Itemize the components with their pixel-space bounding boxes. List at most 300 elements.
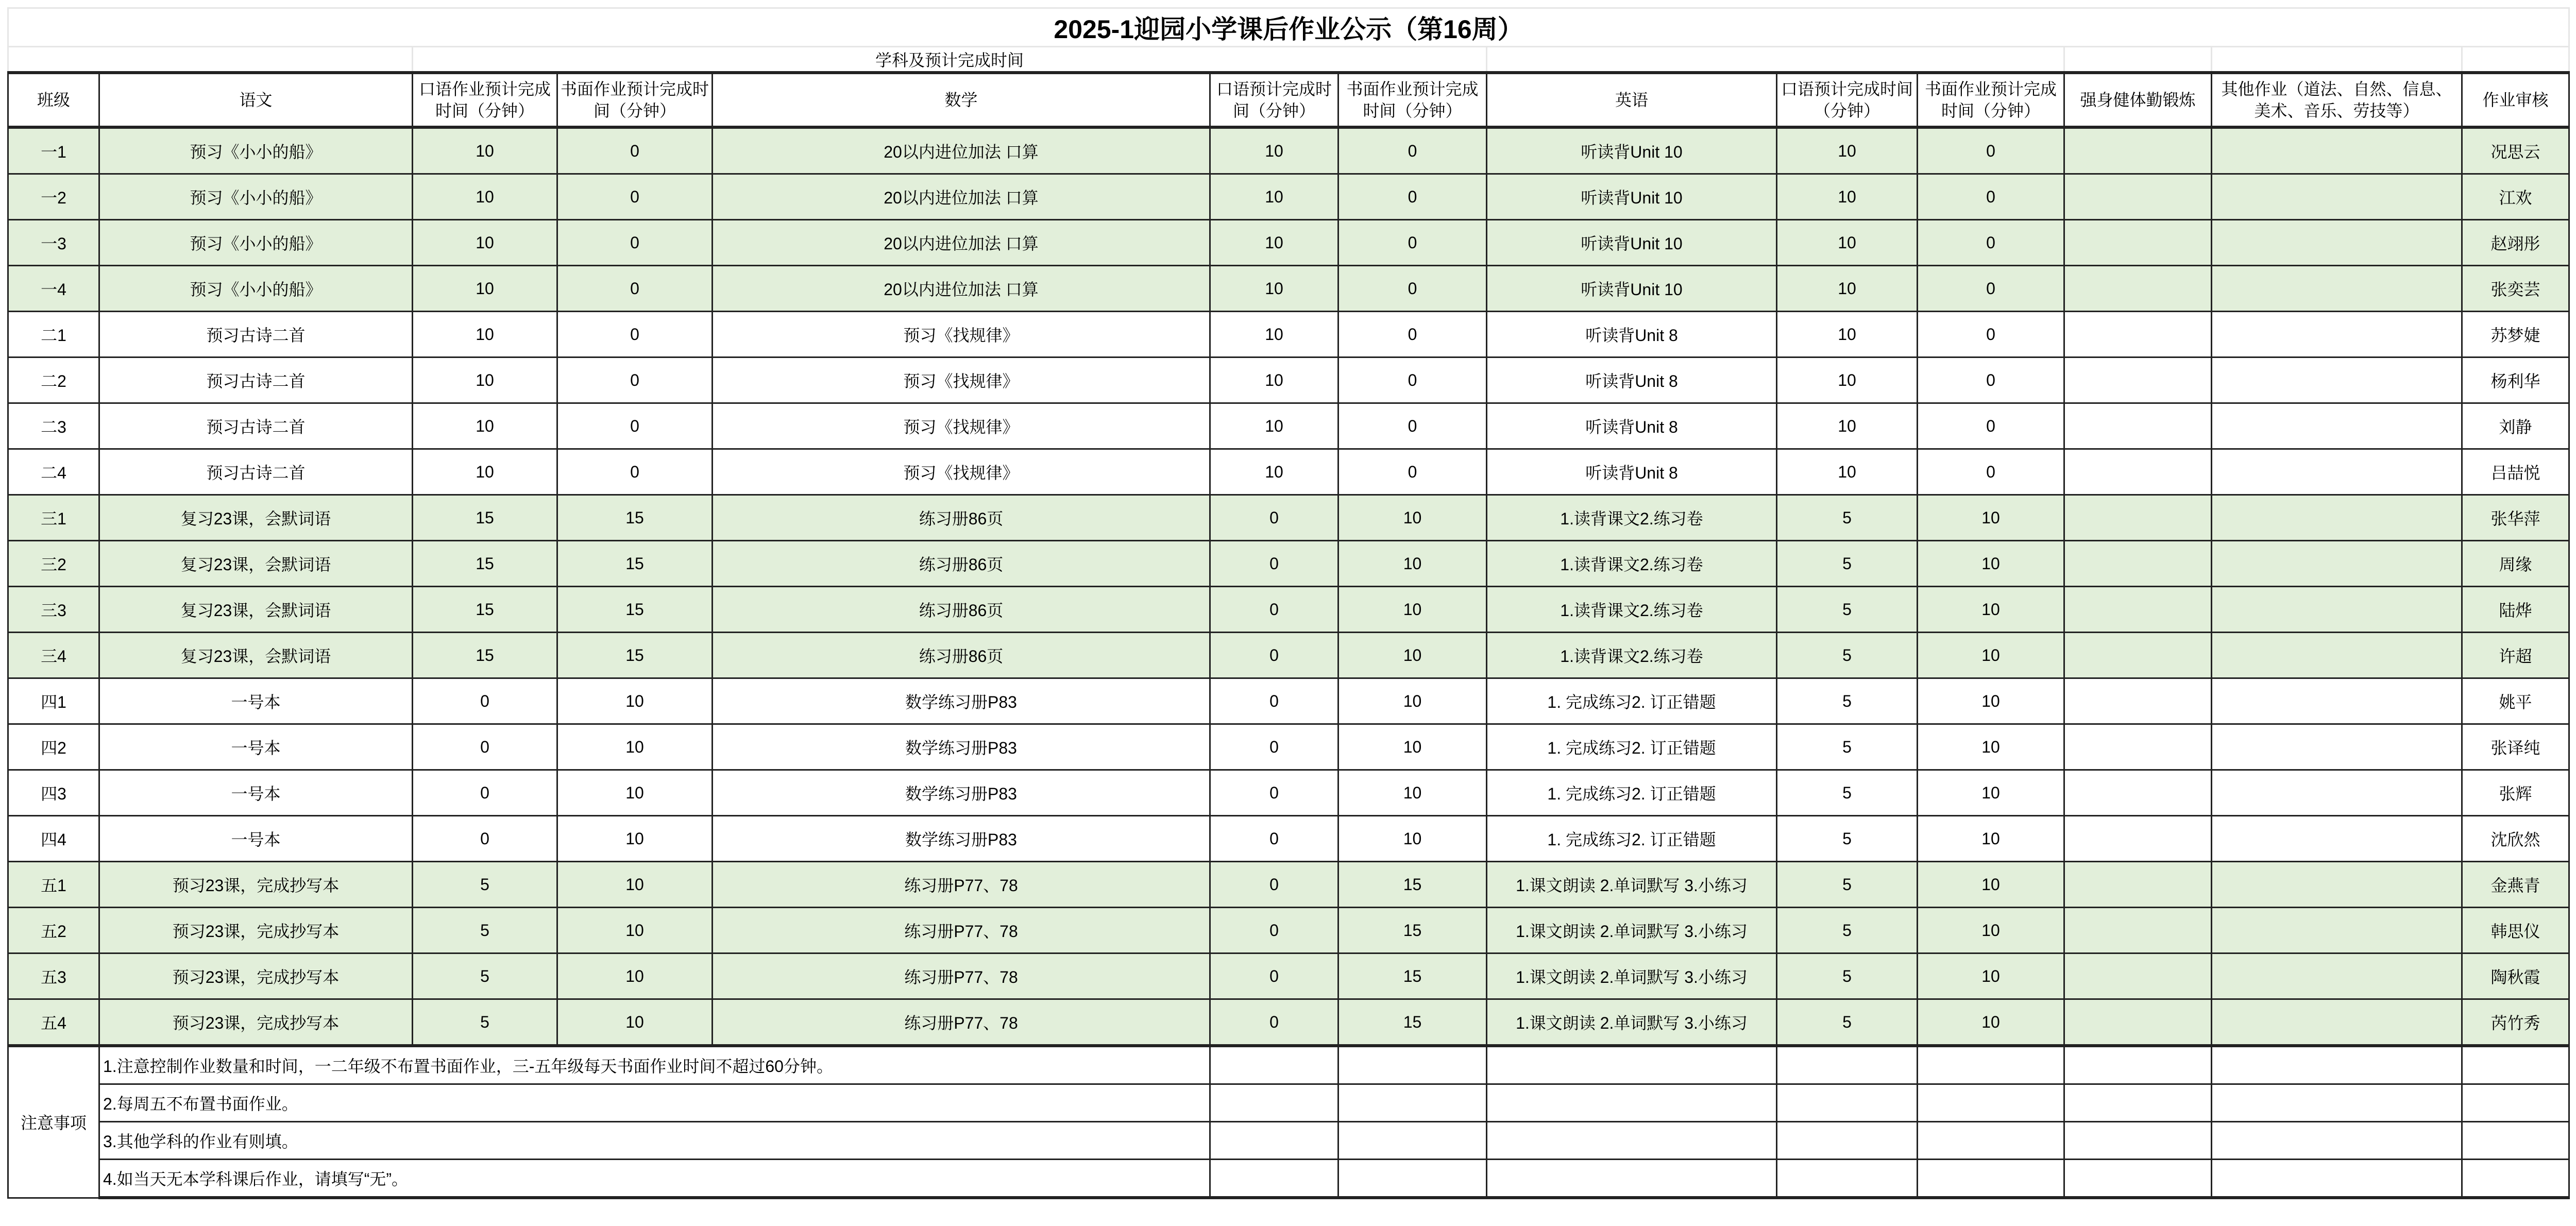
math-oral-time-cell[interactable]: 10 <box>1210 312 1338 357</box>
chinese-homework-cell[interactable]: 复习23课，会默词语 <box>99 495 413 541</box>
exercise-cell[interactable] <box>2064 449 2212 495</box>
math-written-time-cell[interactable]: 0 <box>1338 449 1487 495</box>
note-empty-cell[interactable] <box>2064 1084 2212 1122</box>
chinese-written-time-cell[interactable]: 0 <box>557 127 713 174</box>
note-empty-cell[interactable] <box>2212 1046 2462 1084</box>
exercise-cell[interactable] <box>2064 770 2212 816</box>
math-oral-time-cell[interactable]: 0 <box>1210 724 1338 770</box>
reviewer-cell[interactable]: 周缘 <box>2462 541 2569 587</box>
reviewer-cell[interactable]: 许超 <box>2462 633 2569 678</box>
class-cell[interactable]: 四3 <box>8 770 99 816</box>
note-empty-cell[interactable] <box>1210 1046 1338 1084</box>
chinese-homework-cell[interactable]: 一号本 <box>99 678 413 724</box>
exercise-cell[interactable] <box>2064 403 2212 449</box>
math-homework-cell[interactable]: 练习册P77、78 <box>713 908 1210 953</box>
english-oral-time-cell[interactable]: 5 <box>1777 908 1918 953</box>
english-written-time-cell[interactable]: 10 <box>1918 862 2064 908</box>
other-homework-cell[interactable] <box>2212 862 2462 908</box>
note-empty-cell[interactable] <box>2212 1122 2462 1160</box>
note-empty-cell[interactable] <box>1777 1122 1918 1160</box>
note-empty-cell[interactable] <box>1210 1160 1338 1198</box>
note-empty-cell[interactable] <box>2462 1122 2569 1160</box>
english-written-time-cell[interactable]: 10 <box>1918 953 2064 999</box>
note-empty-cell[interactable] <box>1338 1046 1487 1084</box>
column-header: 口语作业预计完成时间（分钟） <box>413 73 557 127</box>
english-oral-time-cell[interactable]: 5 <box>1777 999 1918 1046</box>
english-oral-time-cell[interactable]: 5 <box>1777 541 1918 587</box>
other-homework-cell[interactable] <box>2212 495 2462 541</box>
math-oral-time-cell[interactable]: 0 <box>1210 587 1338 633</box>
other-homework-cell[interactable] <box>2212 633 2462 678</box>
math-homework-cell[interactable]: 练习册P77、78 <box>713 953 1210 999</box>
reviewer-cell[interactable]: 杨利华 <box>2462 357 2569 403</box>
other-homework-cell[interactable] <box>2212 357 2462 403</box>
note-empty-cell[interactable] <box>2064 1046 2212 1084</box>
math-oral-time-cell[interactable]: 0 <box>1210 862 1338 908</box>
math-oral-time-cell[interactable]: 0 <box>1210 633 1338 678</box>
math-homework-cell[interactable]: 预习《找规律》 <box>713 312 1210 357</box>
english-oral-time-cell[interactable]: 10 <box>1777 220 1918 266</box>
class-cell[interactable]: 二2 <box>8 357 99 403</box>
chinese-homework-cell[interactable]: 一号本 <box>99 770 413 816</box>
english-written-time-cell[interactable]: 10 <box>1918 633 2064 678</box>
english-written-time-cell[interactable]: 0 <box>1918 174 2064 220</box>
math-written-time-cell[interactable]: 15 <box>1338 999 1487 1046</box>
chinese-homework-cell[interactable]: 预习古诗二首 <box>99 403 413 449</box>
exercise-cell[interactable] <box>2064 816 2212 862</box>
chinese-homework-cell[interactable]: 复习23课，会默词语 <box>99 541 413 587</box>
english-written-time-cell[interactable]: 0 <box>1918 266 2064 312</box>
column-header: 作业审核 <box>2462 73 2569 127</box>
reviewer-cell[interactable]: 陆烨 <box>2462 587 2569 633</box>
math-homework-cell[interactable]: 预习《找规律》 <box>713 403 1210 449</box>
english-written-time-cell[interactable]: 0 <box>1918 357 2064 403</box>
english-homework-cell[interactable]: 听读背Unit 10 <box>1487 174 1777 220</box>
math-oral-time-cell[interactable]: 0 <box>1210 495 1338 541</box>
exercise-cell[interactable] <box>2064 174 2212 220</box>
english-oral-time-cell[interactable]: 5 <box>1777 816 1918 862</box>
note-empty-cell[interactable] <box>2462 1160 2569 1198</box>
math-written-time-cell[interactable]: 10 <box>1338 678 1487 724</box>
math-oral-time-cell[interactable]: 10 <box>1210 174 1338 220</box>
math-homework-cell[interactable]: 练习册86页 <box>713 587 1210 633</box>
math-homework-cell[interactable]: 20以内进位加法 口算 <box>713 266 1210 312</box>
math-homework-cell[interactable]: 20以内进位加法 口算 <box>713 127 1210 174</box>
other-homework-cell[interactable] <box>2212 816 2462 862</box>
exercise-cell[interactable] <box>2064 953 2212 999</box>
english-written-time-cell[interactable]: 10 <box>1918 999 2064 1046</box>
reviewer-cell[interactable]: 姚平 <box>2462 678 2569 724</box>
chinese-homework-cell[interactable]: 预习《小小的船》 <box>99 220 413 266</box>
math-oral-time-cell[interactable]: 0 <box>1210 541 1338 587</box>
note-text: 1.注意控制作业数量和时间，一二年级不布置书面作业，三-五年级每天书面作业时间不超过60分钟。 <box>99 1046 1210 1084</box>
class-cell[interactable]: 三3 <box>8 587 99 633</box>
chinese-written-time-cell[interactable]: 10 <box>557 953 713 999</box>
other-homework-cell[interactable] <box>2212 770 2462 816</box>
note-empty-cell[interactable] <box>1777 1084 1918 1122</box>
chinese-oral-time-cell[interactable]: 5 <box>413 953 557 999</box>
math-written-time-cell[interactable]: 0 <box>1338 312 1487 357</box>
class-cell[interactable]: 一3 <box>8 220 99 266</box>
chinese-written-time-cell[interactable]: 10 <box>557 816 713 862</box>
class-cell[interactable]: 一2 <box>8 174 99 220</box>
chinese-oral-time-cell[interactable]: 10 <box>413 174 557 220</box>
english-oral-time-cell[interactable]: 10 <box>1777 357 1918 403</box>
chinese-homework-cell[interactable]: 预习23课，完成抄写本 <box>99 908 413 953</box>
chinese-written-time-cell[interactable]: 10 <box>557 862 713 908</box>
chinese-oral-time-cell[interactable]: 10 <box>413 403 557 449</box>
other-homework-cell[interactable] <box>2212 908 2462 953</box>
chinese-oral-time-cell[interactable]: 10 <box>413 220 557 266</box>
chinese-oral-time-cell[interactable]: 15 <box>413 495 557 541</box>
english-homework-cell[interactable]: 听读背Unit 8 <box>1487 357 1777 403</box>
english-oral-time-cell[interactable]: 10 <box>1777 403 1918 449</box>
chinese-oral-time-cell[interactable]: 5 <box>413 999 557 1046</box>
english-homework-cell[interactable]: 1.课文朗读 2.单词默写 3.小练习 <box>1487 862 1777 908</box>
class-cell[interactable]: 三1 <box>8 495 99 541</box>
class-cell[interactable]: 三2 <box>8 541 99 587</box>
note-empty-cell[interactable] <box>1777 1160 1918 1198</box>
english-oral-time-cell[interactable]: 10 <box>1777 127 1918 174</box>
class-cell[interactable]: 五2 <box>8 908 99 953</box>
math-written-time-cell[interactable]: 0 <box>1338 220 1487 266</box>
english-written-time-cell[interactable]: 10 <box>1918 495 2064 541</box>
note-empty-cell[interactable] <box>1210 1122 1338 1160</box>
chinese-oral-time-cell[interactable]: 10 <box>413 312 557 357</box>
english-homework-cell[interactable]: 1.课文朗读 2.单词默写 3.小练习 <box>1487 908 1777 953</box>
chinese-oral-time-cell[interactable]: 0 <box>413 678 557 724</box>
chinese-homework-cell[interactable]: 预习《小小的船》 <box>99 127 413 174</box>
chinese-written-time-cell[interactable]: 0 <box>557 174 713 220</box>
chinese-written-time-cell[interactable]: 10 <box>557 678 713 724</box>
english-homework-cell[interactable]: 1. 完成练习2. 订正错题 <box>1487 770 1777 816</box>
table-row <box>8 403 2569 449</box>
chinese-oral-time-cell[interactable]: 10 <box>413 449 557 495</box>
english-written-time-cell[interactable]: 10 <box>1918 678 2064 724</box>
math-homework-cell[interactable]: 20以内进位加法 口算 <box>713 220 1210 266</box>
english-oral-time-cell[interactable]: 10 <box>1777 449 1918 495</box>
note-empty-cell[interactable] <box>2462 1084 2569 1122</box>
math-written-time-cell[interactable]: 0 <box>1338 266 1487 312</box>
english-written-time-cell[interactable]: 10 <box>1918 587 2064 633</box>
class-cell[interactable]: 四2 <box>8 724 99 770</box>
note-empty-cell[interactable] <box>1918 1046 2064 1084</box>
math-written-time-cell[interactable]: 15 <box>1338 908 1487 953</box>
math-oral-time-cell[interactable]: 0 <box>1210 678 1338 724</box>
english-oral-time-cell[interactable]: 10 <box>1777 266 1918 312</box>
note-empty-cell[interactable] <box>1918 1084 2064 1122</box>
english-homework-cell[interactable]: 1. 完成练习2. 订正错题 <box>1487 678 1777 724</box>
other-homework-cell[interactable] <box>2212 541 2462 587</box>
chinese-written-time-cell[interactable]: 10 <box>557 908 713 953</box>
chinese-oral-time-cell[interactable]: 10 <box>413 357 557 403</box>
class-cell[interactable]: 一4 <box>8 266 99 312</box>
english-written-time-cell[interactable]: 10 <box>1918 908 2064 953</box>
chinese-homework-cell[interactable]: 预习古诗二首 <box>99 449 413 495</box>
english-homework-cell[interactable]: 听读背Unit 10 <box>1487 220 1777 266</box>
english-oral-time-cell[interactable]: 5 <box>1777 724 1918 770</box>
chinese-homework-cell[interactable]: 预习《小小的船》 <box>99 174 413 220</box>
class-cell[interactable]: 三4 <box>8 633 99 678</box>
math-written-time-cell[interactable]: 10 <box>1338 495 1487 541</box>
math-written-time-cell[interactable]: 10 <box>1338 587 1487 633</box>
reviewer-cell[interactable]: 刘静 <box>2462 403 2569 449</box>
english-oral-time-cell[interactable]: 5 <box>1777 953 1918 999</box>
note-empty-cell[interactable] <box>2064 1122 2212 1160</box>
note-empty-cell[interactable] <box>2064 1160 2212 1198</box>
reviewer-cell[interactable]: 金燕青 <box>2462 862 2569 908</box>
exercise-cell[interactable] <box>2064 127 2212 174</box>
exercise-cell[interactable] <box>2064 862 2212 908</box>
math-written-time-cell[interactable]: 10 <box>1338 770 1487 816</box>
math-written-time-cell[interactable]: 0 <box>1338 127 1487 174</box>
chinese-homework-cell[interactable]: 预习23课，完成抄写本 <box>99 999 413 1046</box>
note-empty-cell[interactable] <box>1487 1084 1777 1122</box>
english-oral-time-cell[interactable]: 5 <box>1777 633 1918 678</box>
english-homework-cell[interactable]: 1.读背课文2.练习卷 <box>1487 633 1777 678</box>
note-empty-cell[interactable] <box>1210 1084 1338 1122</box>
table-row <box>8 633 2569 678</box>
math-homework-cell[interactable]: 练习册86页 <box>713 541 1210 587</box>
chinese-oral-time-cell[interactable]: 5 <box>413 908 557 953</box>
exercise-cell[interactable] <box>2064 587 2212 633</box>
english-oral-time-cell[interactable]: 5 <box>1777 862 1918 908</box>
exercise-cell[interactable] <box>2064 633 2212 678</box>
chinese-written-time-cell[interactable]: 15 <box>557 587 713 633</box>
class-cell[interactable]: 四1 <box>8 678 99 724</box>
reviewer-cell[interactable]: 张译纯 <box>2462 724 2569 770</box>
math-written-time-cell[interactable]: 15 <box>1338 953 1487 999</box>
chinese-homework-cell[interactable]: 一号本 <box>99 724 413 770</box>
english-oral-time-cell[interactable]: 10 <box>1777 312 1918 357</box>
english-oral-time-cell[interactable]: 5 <box>1777 678 1918 724</box>
other-homework-cell[interactable] <box>2212 953 2462 999</box>
reviewer-cell[interactable]: 张华萍 <box>2462 495 2569 541</box>
english-homework-cell[interactable]: 1.读背课文2.练习卷 <box>1487 541 1777 587</box>
chinese-oral-time-cell[interactable]: 5 <box>413 862 557 908</box>
chinese-written-time-cell[interactable]: 10 <box>557 999 713 1046</box>
chinese-homework-cell[interactable]: 一号本 <box>99 816 413 862</box>
english-homework-cell[interactable]: 1.课文朗读 2.单词默写 3.小练习 <box>1487 999 1777 1046</box>
math-oral-time-cell[interactable]: 10 <box>1210 357 1338 403</box>
other-homework-cell[interactable] <box>2212 999 2462 1046</box>
class-cell[interactable]: 二3 <box>8 403 99 449</box>
chinese-written-time-cell[interactable]: 10 <box>557 724 713 770</box>
note-row <box>8 1046 2569 1084</box>
chinese-homework-cell[interactable]: 预习《小小的船》 <box>99 266 413 312</box>
chinese-homework-cell[interactable]: 预习23课，完成抄写本 <box>99 862 413 908</box>
math-homework-cell[interactable]: 数学练习册P83 <box>713 724 1210 770</box>
chinese-written-time-cell[interactable]: 0 <box>557 357 713 403</box>
exercise-cell[interactable] <box>2064 724 2212 770</box>
note-empty-cell[interactable] <box>1918 1122 2064 1160</box>
math-written-time-cell[interactable]: 10 <box>1338 541 1487 587</box>
math-oral-time-cell[interactable]: 10 <box>1210 220 1338 266</box>
english-homework-cell[interactable]: 1. 完成练习2. 订正错题 <box>1487 816 1777 862</box>
english-homework-cell[interactable]: 听读背Unit 8 <box>1487 449 1777 495</box>
chinese-oral-time-cell[interactable]: 0 <box>413 816 557 862</box>
exercise-cell[interactable] <box>2064 908 2212 953</box>
english-homework-cell[interactable]: 听读背Unit 10 <box>1487 266 1777 312</box>
math-homework-cell[interactable]: 练习册86页 <box>713 495 1210 541</box>
chinese-homework-cell[interactable]: 预习古诗二首 <box>99 312 413 357</box>
english-written-time-cell[interactable]: 0 <box>1918 220 2064 266</box>
math-homework-cell[interactable]: 数学练习册P83 <box>713 678 1210 724</box>
note-empty-cell[interactable] <box>1487 1160 1777 1198</box>
chinese-written-time-cell[interactable]: 0 <box>557 312 713 357</box>
other-homework-cell[interactable] <box>2212 127 2462 174</box>
math-homework-cell[interactable]: 预习《找规律》 <box>713 357 1210 403</box>
chinese-oral-time-cell[interactable]: 15 <box>413 633 557 678</box>
class-cell[interactable]: 五4 <box>8 999 99 1046</box>
exercise-cell[interactable] <box>2064 495 2212 541</box>
exercise-cell[interactable] <box>2064 357 2212 403</box>
english-homework-cell[interactable]: 1.课文朗读 2.单词默写 3.小练习 <box>1487 953 1777 999</box>
note-empty-cell[interactable] <box>2462 1046 2569 1084</box>
english-homework-cell[interactable]: 1.读背课文2.练习卷 <box>1487 495 1777 541</box>
math-homework-cell[interactable]: 数学练习册P83 <box>713 770 1210 816</box>
chinese-oral-time-cell[interactable]: 15 <box>413 541 557 587</box>
english-written-time-cell[interactable]: 0 <box>1918 403 2064 449</box>
math-written-time-cell[interactable]: 0 <box>1338 357 1487 403</box>
reviewer-cell[interactable]: 吕喆悦 <box>2462 449 2569 495</box>
english-written-time-cell[interactable]: 0 <box>1918 127 2064 174</box>
other-homework-cell[interactable] <box>2212 678 2462 724</box>
class-cell[interactable]: 五3 <box>8 953 99 999</box>
math-homework-cell[interactable]: 20以内进位加法 口算 <box>713 174 1210 220</box>
english-homework-cell[interactable]: 听读背Unit 10 <box>1487 127 1777 174</box>
note-empty-cell[interactable] <box>1918 1160 2064 1198</box>
english-oral-time-cell[interactable]: 5 <box>1777 495 1918 541</box>
math-oral-time-cell[interactable]: 0 <box>1210 770 1338 816</box>
english-written-time-cell[interactable]: 10 <box>1918 541 2064 587</box>
class-cell[interactable]: 二4 <box>8 449 99 495</box>
math-oral-time-cell[interactable]: 0 <box>1210 908 1338 953</box>
math-written-time-cell[interactable]: 0 <box>1338 403 1487 449</box>
other-homework-cell[interactable] <box>2212 403 2462 449</box>
chinese-oral-time-cell[interactable]: 15 <box>413 587 557 633</box>
english-written-time-cell[interactable]: 10 <box>1918 724 2064 770</box>
reviewer-cell[interactable]: 赵翊彤 <box>2462 220 2569 266</box>
math-written-time-cell[interactable]: 15 <box>1338 862 1487 908</box>
chinese-oral-time-cell[interactable]: 10 <box>413 127 557 174</box>
reviewer-cell[interactable]: 芮竹秀 <box>2462 999 2569 1046</box>
chinese-homework-cell[interactable]: 复习23课，会默词语 <box>99 633 413 678</box>
chinese-written-time-cell[interactable]: 15 <box>557 541 713 587</box>
chinese-written-time-cell[interactable]: 15 <box>557 495 713 541</box>
note-empty-cell[interactable] <box>1487 1046 1777 1084</box>
math-oral-time-cell[interactable]: 10 <box>1210 449 1338 495</box>
chinese-homework-cell[interactable]: 复习23课，会默词语 <box>99 587 413 633</box>
math-oral-time-cell[interactable]: 10 <box>1210 403 1338 449</box>
exercise-cell[interactable] <box>2064 220 2212 266</box>
note-empty-cell[interactable] <box>1338 1160 1487 1198</box>
class-cell[interactable]: 四4 <box>8 816 99 862</box>
class-cell[interactable]: 二1 <box>8 312 99 357</box>
other-homework-cell[interactable] <box>2212 312 2462 357</box>
exercise-cell[interactable] <box>2064 678 2212 724</box>
reviewer-cell[interactable]: 沈欣然 <box>2462 816 2569 862</box>
math-homework-cell[interactable]: 练习册P77、78 <box>713 862 1210 908</box>
other-homework-cell[interactable] <box>2212 220 2462 266</box>
math-oral-time-cell[interactable]: 0 <box>1210 999 1338 1046</box>
chinese-written-time-cell[interactable]: 15 <box>557 633 713 678</box>
other-homework-cell[interactable] <box>2212 174 2462 220</box>
reviewer-cell[interactable]: 况思云 <box>2462 127 2569 174</box>
english-written-time-cell[interactable]: 10 <box>1918 770 2064 816</box>
chinese-oral-time-cell[interactable]: 0 <box>413 770 557 816</box>
other-homework-cell[interactable] <box>2212 449 2462 495</box>
math-written-time-cell[interactable]: 10 <box>1338 724 1487 770</box>
exercise-cell[interactable] <box>2064 266 2212 312</box>
english-oral-time-cell[interactable]: 5 <box>1777 587 1918 633</box>
math-homework-cell[interactable]: 数学练习册P83 <box>713 816 1210 862</box>
chinese-oral-time-cell[interactable]: 0 <box>413 724 557 770</box>
english-oral-time-cell[interactable]: 5 <box>1777 770 1918 816</box>
english-homework-cell[interactable]: 1.读背课文2.练习卷 <box>1487 587 1777 633</box>
reviewer-cell[interactable]: 韩思仪 <box>2462 908 2569 953</box>
chinese-written-time-cell[interactable]: 0 <box>557 403 713 449</box>
reviewer-cell[interactable]: 江欢 <box>2462 174 2569 220</box>
math-homework-cell[interactable]: 练习册86页 <box>713 633 1210 678</box>
math-written-time-cell[interactable]: 0 <box>1338 174 1487 220</box>
chinese-written-time-cell[interactable]: 0 <box>557 266 713 312</box>
math-written-time-cell[interactable]: 10 <box>1338 816 1487 862</box>
note-empty-cell[interactable] <box>1777 1046 1918 1084</box>
reviewer-cell[interactable]: 苏梦婕 <box>2462 312 2569 357</box>
note-empty-cell[interactable] <box>1338 1084 1487 1122</box>
note-empty-cell[interactable] <box>2212 1160 2462 1198</box>
chinese-homework-cell[interactable]: 预习23课，完成抄写本 <box>99 953 413 999</box>
english-written-time-cell[interactable]: 10 <box>1918 816 2064 862</box>
table-row <box>8 953 2569 999</box>
chinese-oral-time-cell[interactable]: 10 <box>413 266 557 312</box>
note-empty-cell[interactable] <box>1487 1122 1777 1160</box>
english-written-time-cell[interactable]: 0 <box>1918 449 2064 495</box>
english-homework-cell[interactable]: 听读背Unit 8 <box>1487 312 1777 357</box>
class-cell[interactable]: 五1 <box>8 862 99 908</box>
other-homework-cell[interactable] <box>2212 724 2462 770</box>
chinese-written-time-cell[interactable]: 0 <box>557 449 713 495</box>
english-homework-cell[interactable]: 听读背Unit 8 <box>1487 403 1777 449</box>
english-oral-time-cell[interactable]: 10 <box>1777 174 1918 220</box>
note-empty-cell[interactable] <box>2212 1084 2462 1122</box>
english-homework-cell[interactable]: 1. 完成练习2. 订正错题 <box>1487 724 1777 770</box>
other-homework-cell[interactable] <box>2212 266 2462 312</box>
chinese-written-time-cell[interactable]: 0 <box>557 220 713 266</box>
class-cell[interactable]: 一1 <box>8 127 99 174</box>
math-written-time-cell[interactable]: 10 <box>1338 633 1487 678</box>
math-oral-time-cell[interactable]: 0 <box>1210 953 1338 999</box>
chinese-homework-cell[interactable]: 预习古诗二首 <box>99 357 413 403</box>
math-oral-time-cell[interactable]: 10 <box>1210 266 1338 312</box>
english-written-time-cell[interactable]: 0 <box>1918 312 2064 357</box>
reviewer-cell[interactable]: 张辉 <box>2462 770 2569 816</box>
reviewer-cell[interactable]: 陶秋霞 <box>2462 953 2569 999</box>
reviewer-cell[interactable]: 张奕芸 <box>2462 266 2569 312</box>
exercise-cell[interactable] <box>2064 541 2212 587</box>
chinese-written-time-cell[interactable]: 10 <box>557 770 713 816</box>
math-homework-cell[interactable]: 练习册P77、78 <box>713 999 1210 1046</box>
math-oral-time-cell[interactable]: 0 <box>1210 816 1338 862</box>
note-row <box>8 1122 2569 1160</box>
exercise-cell[interactable] <box>2064 312 2212 357</box>
exercise-cell[interactable] <box>2064 999 2212 1046</box>
math-oral-time-cell[interactable]: 10 <box>1210 127 1338 174</box>
math-homework-cell[interactable]: 预习《找规律》 <box>713 449 1210 495</box>
other-homework-cell[interactable] <box>2212 587 2462 633</box>
note-empty-cell[interactable] <box>1338 1122 1487 1160</box>
